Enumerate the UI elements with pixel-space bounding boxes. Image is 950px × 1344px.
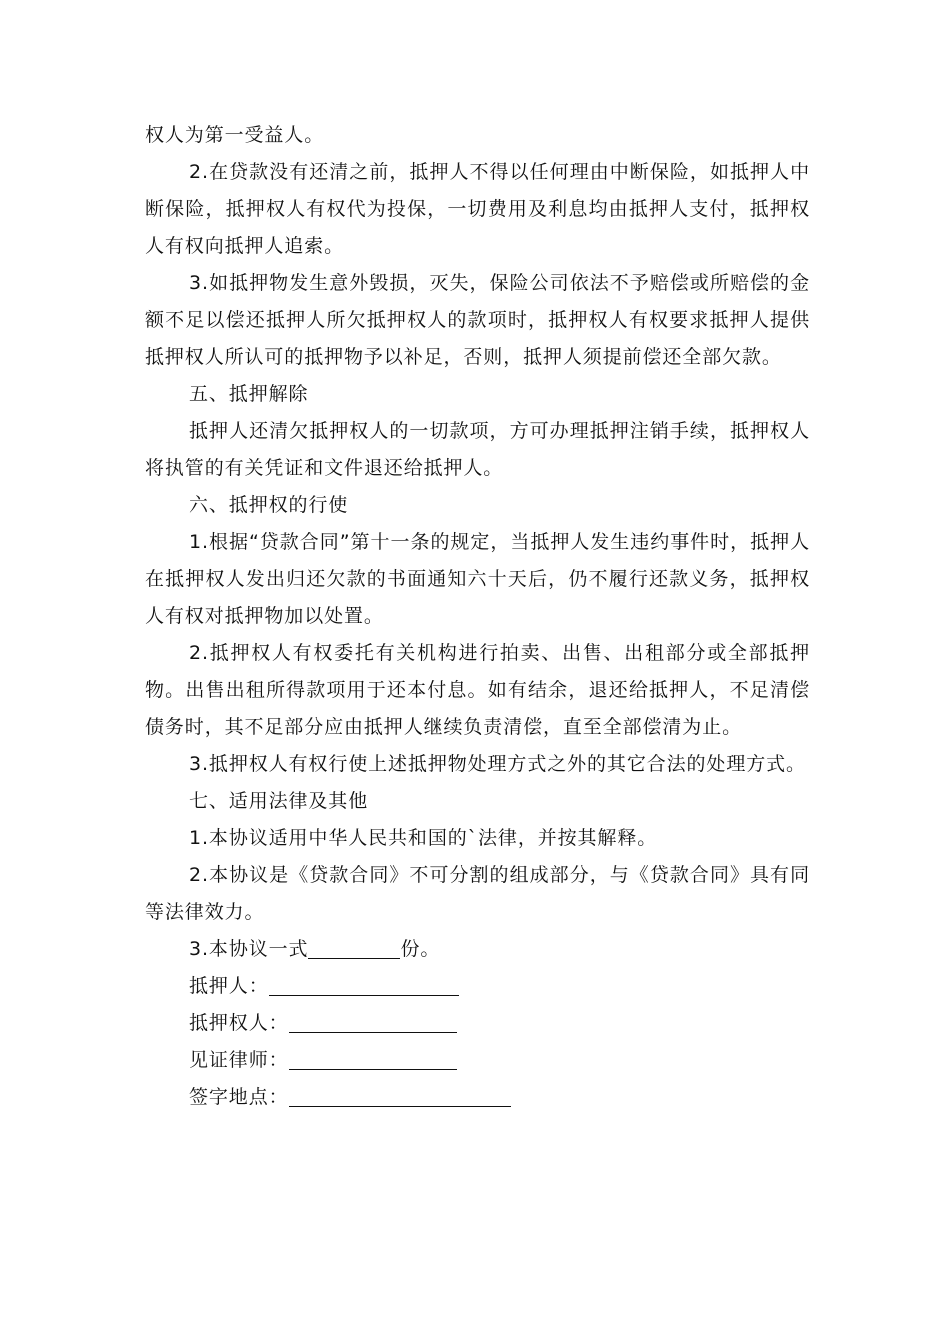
signature-mortgagee xyxy=(145,1005,810,1042)
paragraph-integral-part: 2.本协议是《贷款合同》不可分割的组成部分，与《贷款合同》具有同等法律效力。 xyxy=(145,864,810,923)
signature-place-blank[interactable] xyxy=(289,1082,511,1107)
signature-mortgagor-label: 抵押人： xyxy=(189,975,269,997)
signature-witness-blank[interactable] xyxy=(289,1045,457,1070)
paragraph-release: 抵押人还清欠抵押权人的一切款项，方可办理抵押注销手续，抵押权人将执管的有关凭证和文件退还给抵押人。 xyxy=(145,420,810,479)
section-heading-exercise: 六、抵押权的行使 xyxy=(189,494,349,516)
signature-place xyxy=(145,1079,810,1116)
paragraph-collateral-damage: 3.如抵押物发生意外毁损，灭失，保险公司依法不予赔偿或所赔偿的金额不足以偿还抵押人所欠抵押权人的款项时，抵押权人有权要求抵押人提供抵押权人所认可的抵押物予以补足，否则，抵押人须提前偿还全部欠款。 xyxy=(145,272,810,368)
document-body xyxy=(145,117,810,1116)
copies-blank[interactable] xyxy=(308,934,400,959)
copies-line xyxy=(145,931,810,968)
signature-mortgagee-label: 抵押权人： xyxy=(189,1012,289,1034)
signature-mortgagee-blank[interactable] xyxy=(289,1008,457,1033)
paragraph-continuation: 权人为第一受益人。 xyxy=(145,124,325,146)
copies-prefix: 3.本协议一式 xyxy=(189,938,309,960)
signature-mortgagor xyxy=(145,968,810,1005)
signature-witness-label: 见证律师： xyxy=(189,1049,289,1071)
paragraph-exercise-other: 3.抵押权人有权行使上述抵押物处理方式之外的其它合法的处理方式。 xyxy=(189,753,806,775)
paragraph-governing-law: 1.本协议适用中华人民共和国的`法律，并按其解释。 xyxy=(189,827,658,849)
copies-suffix: 份。 xyxy=(400,938,441,960)
paragraph-exercise-default: 1.根据“贷款合同”第十一条的规定，当抵押人发生违约事件时，抵押人在抵押权人发出归还欠款的书面通知六十天后，仍不履行还款义务，抵押权人有权对抵押物加以处置。 xyxy=(145,531,810,627)
signature-place-label: 签字地点： xyxy=(189,1086,289,1108)
paragraph-exercise-auction: 2.抵押权人有权委托有关机构进行拍卖、出售、出租部分或全部抵押物。出售出租所得款项用于还本付息。如有结余，退还给抵押人，不足清偿债务时，其不足部分应由抵押人继续负责清偿，直至全部偿清为止。 xyxy=(145,642,810,738)
section-heading-release: 五、抵押解除 xyxy=(189,383,309,405)
signature-witness xyxy=(145,1042,810,1079)
signature-mortgagor-blank[interactable] xyxy=(269,971,459,996)
section-heading-law: 七、适用法律及其他 xyxy=(189,790,369,812)
paragraph-insurance-continuity: 2.在贷款没有还清之前，抵押人不得以任何理由中断保险，如抵押人中断保险，抵押权人有权代为投保，一切费用及利息均由抵押人支付，抵押权人有权向抵押人追索。 xyxy=(145,161,810,257)
